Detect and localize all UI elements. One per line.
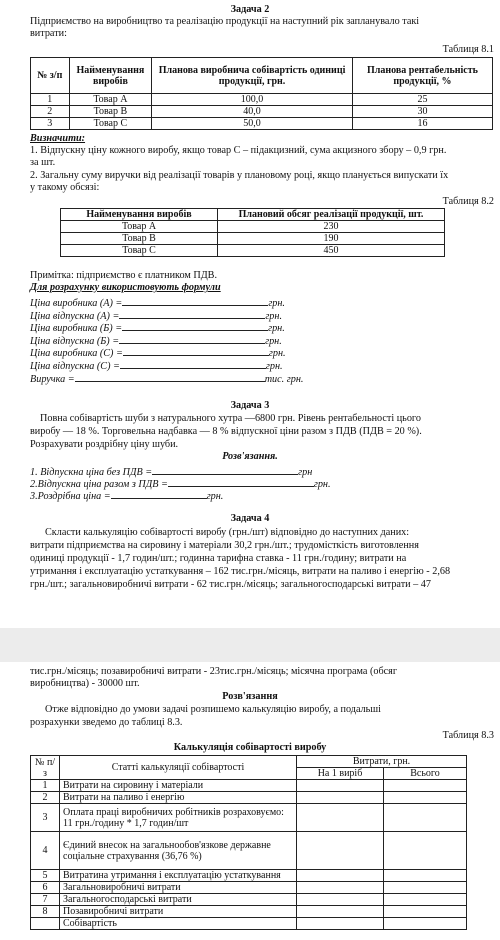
table1-caption: Таблиця 8.1 [442, 44, 494, 55]
table-row [31, 870, 467, 882]
table-row [31, 918, 467, 930]
task2-intro-line2: витрати: [30, 28, 67, 39]
table-cell [297, 792, 384, 804]
table-cell [297, 870, 384, 882]
table3-title: Калькуляція собівартості виробу [173, 742, 327, 753]
table-row [31, 94, 493, 106]
table-cell: 2 [31, 106, 70, 118]
table-cell: 2 [31, 792, 60, 804]
table-cell [384, 804, 467, 832]
table-cell: Єдиний внесок на загальнообов'язкове державне соціальне страхування (36,76 %) [60, 832, 297, 870]
table-row [31, 792, 467, 804]
table-cell [384, 918, 467, 930]
task3-line3: Розрахувати роздрібну ціну шуби. [30, 439, 179, 450]
table-cell [384, 870, 467, 882]
question2-line1: 2. Загальну суму виручки від реалізації товарів у плановому році, якщо планується випускати їх [30, 170, 449, 181]
table-cell [384, 780, 467, 792]
table-cell: 190 [218, 233, 445, 245]
table-cell: Оплата праці виробничих робітників розраховуємо: 11 грн./годину * 1,7 годин/шт [60, 804, 297, 832]
table-cell [297, 894, 384, 906]
table-cell: 3 [31, 118, 70, 130]
table-cell [297, 804, 384, 832]
table-row [31, 882, 467, 894]
solution-heading: Розв'язання [222, 691, 278, 702]
column-header: Статті калькуляції собівартості [60, 756, 297, 780]
table-cell [297, 832, 384, 870]
table-header-row [31, 58, 493, 94]
table-cell [384, 906, 467, 918]
column-header: Плановий обсяг реалізації продукції, шт. [218, 209, 445, 221]
table-row [31, 906, 467, 918]
answer-line: 3.Роздрібна ціна = грн. [30, 491, 224, 502]
table-cell: 230 [218, 221, 445, 233]
task4-title: Задача 4 [230, 513, 270, 524]
table-cell: 25 [352, 94, 492, 106]
formula-line: Ціна відпускна (С) = грн. [30, 361, 283, 372]
question2-line2: у такому обсязі: [30, 182, 100, 193]
formulas-heading: Для розрахунку використовують формули [30, 282, 221, 293]
formula-line: Ціна виробника (Б) = грн. [30, 323, 285, 334]
table-cell [384, 832, 467, 870]
column-header: № з/п [31, 58, 70, 94]
task4-continuation-line1: тис.грн./місяць; позавиробничі витрати - 23тис.грн./місяць; місячна програма (обсяг [30, 666, 398, 677]
answer-line: 1. Відпускна ціна без ПДВ = грн [30, 467, 313, 478]
table-8-1 [30, 57, 493, 130]
table-row [61, 233, 445, 245]
answer-line: 2.Відпускна ціна разом з ПДВ = грн. [30, 479, 331, 490]
table-cell: 50,0 [152, 118, 353, 130]
table-cell: Витрати на сировину і матеріали [60, 780, 297, 792]
task3-title: Задача 3 [230, 400, 270, 411]
formula-line: Виручка = тис. грн. [30, 374, 304, 385]
column-header: Найменування виробів [61, 209, 218, 221]
table-cell: 1 [31, 94, 70, 106]
table-header-row [31, 756, 467, 768]
formula-line: Ціна виробника (А) = грн. [30, 298, 285, 309]
table-cell: Загальновиробничі витрати [60, 882, 297, 894]
table-cell: Витрати на паливо і енергію [60, 792, 297, 804]
table-cell: 450 [218, 245, 445, 257]
formula-line: Ціна відпускна (А) = грн. [30, 311, 282, 322]
vat-note: Примітка: підприємство є платником ПДВ. [30, 270, 218, 281]
task3-solution-heading: Розв'язання. [222, 451, 278, 462]
table-cell: 8 [31, 906, 60, 918]
task4-line: утримання і експлуатацію устаткування – 162 тис.грн./місяць, витрати на паливо і енергію - 2,68 [30, 566, 451, 577]
question1-line2: за шт. [30, 157, 56, 168]
task2-intro-line1: Підприємство на виробництво та реалізацію продукції на наступний рік запланувало такі [30, 16, 420, 27]
table-cell [384, 792, 467, 804]
column-header: Планова рентабельність продукції, % [352, 58, 492, 94]
table-cell: Загальногосподарські витрати [60, 894, 297, 906]
solution-paragraph-line2: розрахунки зведемо до таблиці 8.3. [30, 717, 183, 728]
table-cell: 4 [31, 832, 60, 870]
task4-line: одиниці продукції - 1,7 годин/шт.; годинна тарифна ставка - 11 грн./годину; витрати на [30, 553, 407, 564]
table-cell [31, 918, 60, 930]
table-cell [297, 906, 384, 918]
task3-line1: Повна собівартість шуби з натурального хутра —6800 грн. Рівень рентабельності цього [40, 413, 421, 424]
table-cell: Товар В [61, 233, 218, 245]
table2-caption: Таблиця 8.2 [442, 196, 494, 207]
table-cell [297, 780, 384, 792]
column-header: Всього [384, 768, 467, 780]
column-header: № п/з [31, 756, 60, 780]
table-row [31, 106, 493, 118]
document-page-2 [0, 662, 500, 940]
table3-caption: Таблиця 8.3 [442, 730, 494, 741]
table-cell: Позавиробничі витрати [60, 906, 297, 918]
table-row [31, 894, 467, 906]
column-header: На 1 виріб [297, 768, 384, 780]
table-cell: Товар А [61, 221, 218, 233]
table-cell: 7 [31, 894, 60, 906]
table-row [31, 832, 467, 870]
column-header: Витрати, грн. [297, 756, 467, 768]
task4-line: Скласти калькуляцію собівартості виробу (грн./шт) відповідно до наступних даних: [45, 527, 410, 538]
table-cell [384, 894, 467, 906]
table-cell: 100,0 [152, 94, 353, 106]
determine-heading: Визначити: [30, 133, 86, 144]
table-8-2 [60, 208, 445, 257]
table-cell: 16 [352, 118, 492, 130]
table-cell: Витратина утримання і експлуатацію устаткування [60, 870, 297, 882]
table-row [61, 221, 445, 233]
table-cell: Товар С [69, 118, 152, 130]
table-cell: Товар С [61, 245, 218, 257]
table-row [61, 245, 445, 257]
table-cell [384, 882, 467, 894]
column-header: Найменування виробів [69, 58, 152, 94]
solution-paragraph-line1: Отже відповідно до умови задачі розпишемо калькуляцію виробу, а подальші [45, 704, 381, 715]
task4-line: грн./шт.; загальновиробничі витрати - 62 тис.грн./місяць; загальногосподарські витрати – 47 [30, 579, 431, 590]
table-cell: Собівартість [60, 918, 297, 930]
table-row [31, 118, 493, 130]
task4-line: витрати підприємства на сировину і матеріали 30,2 грн./шт.; трудомісткість виготовлення [30, 540, 419, 551]
task3-line2: виробу — 18 %. Торговельна надбавка — 8 % відпускної ціни разом з ПДВ (ПДВ = 20 %). [30, 426, 422, 437]
table-cell: 30 [352, 106, 492, 118]
table-cell: 1 [31, 780, 60, 792]
table-cell [297, 882, 384, 894]
task4-continuation-line2: виробництва) - 30000 шт. [30, 678, 140, 689]
column-header: Планова виробнича собівартість одиниці продукції, грн. [152, 58, 353, 94]
table-cell: Товар В [69, 106, 152, 118]
table-header-row [61, 209, 445, 221]
table-cell: Товар А [69, 94, 152, 106]
table-cell: 6 [31, 882, 60, 894]
table-cell [297, 918, 384, 930]
table-cell: 40,0 [152, 106, 353, 118]
formula-line: Ціна виробника (С) = грн. [30, 348, 286, 359]
table-row [31, 804, 467, 832]
table-8-3 [30, 755, 467, 930]
table-row [31, 780, 467, 792]
task2-title: Задача 2 [230, 4, 270, 15]
table-cell: 5 [31, 870, 60, 882]
table-cell: 3 [31, 804, 60, 832]
formula-line: Ціна відпускна (Б) = грн. [30, 336, 282, 347]
page-gap [0, 628, 500, 662]
question1-line1: 1. Відпускну ціну кожного виробу, якщо товар С – підакцизний, сума акцизного збору – 0,9 грн. [30, 145, 447, 156]
